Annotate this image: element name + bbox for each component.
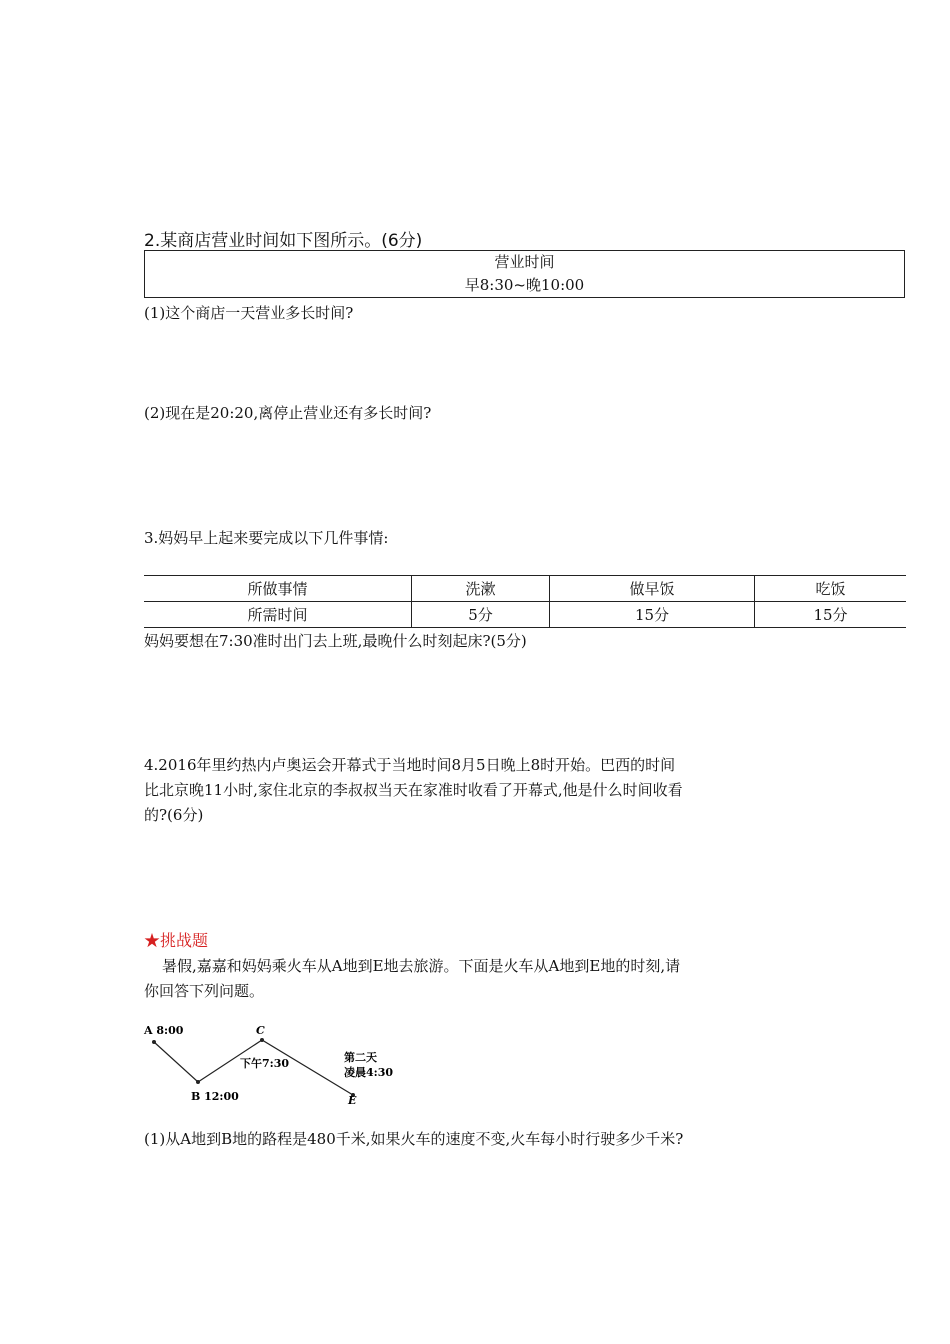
route-diagram: [140, 1018, 400, 1110]
box-heading: 营业时间: [494, 253, 555, 271]
table-cell: 吃饭: [755, 576, 907, 602]
challenge-line1: 暑假,嘉嘉和妈妈乘火车从A地到E地去旅游。下面是火车从A地到E地的时刻,请: [162, 957, 681, 975]
table-cell: 5分: [412, 602, 550, 628]
q2-title: 2.某商店营业时间如下图所示。(6分): [144, 231, 423, 251]
table-row: [144, 576, 906, 602]
point-b: [196, 1080, 200, 1084]
label-e: E: [348, 1094, 357, 1107]
q2-sub2: (2)现在是20:20,离停止营业还有多长时间?: [144, 404, 432, 422]
table-cell: 15分: [755, 602, 907, 628]
point-a: [152, 1040, 156, 1044]
q3-intro: 3.妈妈早上起来要完成以下几件事情:: [144, 529, 389, 547]
challenge-line2: 你回答下列问题。: [144, 982, 265, 1000]
q3-question: 妈妈要想在7:30准时出门去上班,最晚什么时刻起床?(5分): [144, 632, 527, 650]
label-e-time: 凌晨4:30: [344, 1066, 394, 1079]
box-hours: 早8:30~晚10:00: [464, 276, 585, 294]
table-cell: 做早饭: [550, 576, 755, 602]
label-b: B 12:00: [191, 1090, 239, 1103]
tasks-table: [144, 575, 906, 628]
table-cell: 所做事情: [144, 576, 412, 602]
business-hours-box: [144, 250, 905, 298]
table-row: [144, 602, 906, 628]
q4-line1: 4.2016年里约热内卢奥运会开幕式于当地时间8月5日晚上8时开始。巴西的时间: [144, 756, 676, 774]
label-a: A 8:00: [144, 1024, 184, 1037]
table-cell: 所需时间: [144, 602, 412, 628]
q2-sub1: (1)这个商店一天营业多长时间?: [144, 304, 354, 322]
label-e-day: 第二天: [344, 1051, 377, 1064]
table-cell: 洗漱: [412, 576, 550, 602]
challenge-heading: ★挑战题: [144, 931, 209, 950]
q4-line3: 的?(6分): [144, 806, 204, 824]
challenge-sub1: (1)从A地到B地的路程是480千米,如果火车的速度不变,火车每小时行驶多少千米?: [144, 1130, 684, 1148]
q4-line2: 比北京晚11小时,家住北京的李叔叔当天在家准时收看了开幕式,他是什么时间收看: [144, 781, 683, 799]
table-cell: 15分: [550, 602, 755, 628]
label-c: C: [256, 1024, 265, 1037]
point-c: [260, 1038, 264, 1042]
label-c-time: 下午7:30: [240, 1057, 290, 1070]
